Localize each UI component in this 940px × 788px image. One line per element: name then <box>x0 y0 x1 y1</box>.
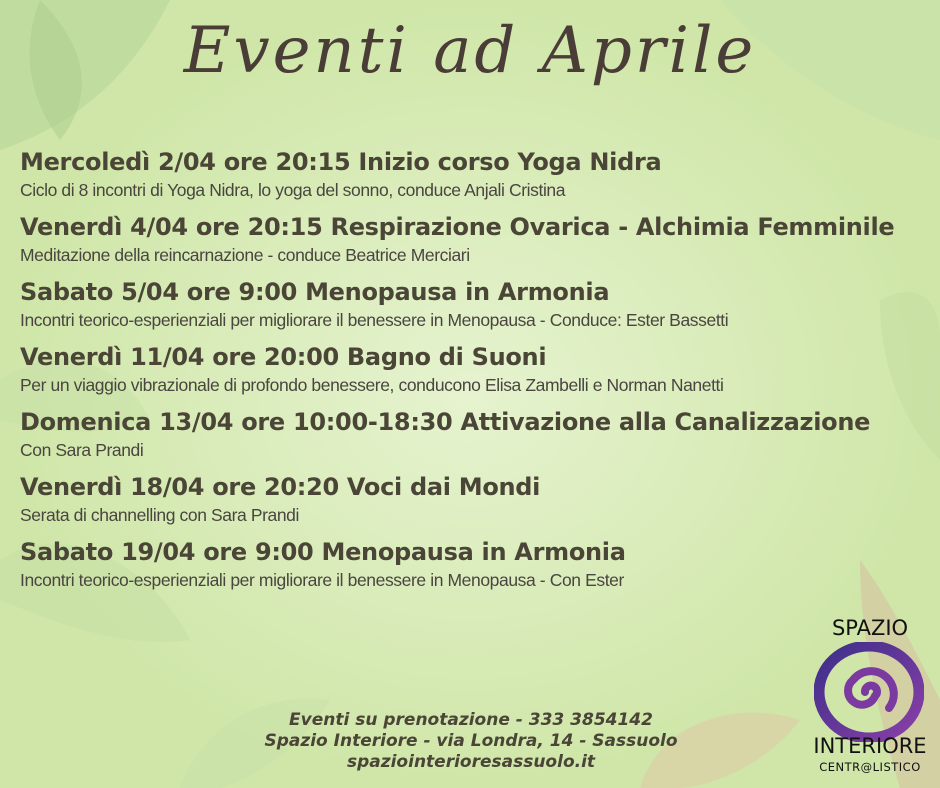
event-item <box>20 536 935 592</box>
event-item <box>20 406 935 462</box>
page-title: Eventi ad Aprile <box>183 14 757 88</box>
logo-text-middle: INTERIORE <box>813 734 927 758</box>
booking-phone: Eventi su prenotazione - 333 3854142 <box>289 710 653 730</box>
event-item <box>20 211 935 267</box>
event-item <box>20 341 935 397</box>
logo-text-bottom: CENTR@LISTICO <box>819 760 921 774</box>
event-title: Venerdì 18/04 ore 20:20 Voci dai Mondi <box>20 473 541 501</box>
event-description: Incontri teorico-esperienziali per migliorare il benessere in Menopausa - Conduce: Ester Bassetti <box>20 310 729 330</box>
event-title: Domenica 13/04 ore 10:00-18:30 Attivazione alla Canalizzazione <box>20 408 871 436</box>
event-item <box>20 146 935 202</box>
contact-info <box>232 710 710 773</box>
address: Spazio Interiore - via Londra, 14 - Sassuolo <box>264 731 678 751</box>
event-title: Venerdì 4/04 ore 20:15 Respirazione Ovarica - Alchimia Femminile <box>20 213 895 241</box>
event-item <box>20 471 935 527</box>
logo <box>800 612 940 782</box>
events-list <box>20 146 935 601</box>
event-description: Con Sara Prandi <box>20 440 144 460</box>
spiral-icon <box>814 642 924 742</box>
event-title: Sabato 19/04 ore 9:00 Menopausa in Armonia <box>20 538 626 566</box>
event-title: Mercoledì 2/04 ore 20:15 Inizio corso Yoga Nidra <box>20 148 662 176</box>
logo-text-top: SPAZIO <box>831 616 909 640</box>
website-link[interactable]: spaziointerioresassuolo.it <box>346 752 596 772</box>
event-title: Venerdì 11/04 ore 20:00 Bagno di Suoni <box>20 343 547 371</box>
event-item <box>20 276 935 332</box>
event-description: Incontri teorico-esperienziali per migliorare il benessere in Menopausa - Con Ester <box>20 570 624 590</box>
event-description: Serata di channelling con Sara Prandi <box>20 505 300 525</box>
event-description: Meditazione della reincarnazione - conduce Beatrice Merciari <box>20 245 470 265</box>
event-title: Sabato 5/04 ore 9:00 Menopausa in Armonia <box>20 278 610 306</box>
event-description: Per un viaggio vibrazionale di profondo benessere, conducono Elisa Zambelli e Norman Nanetti <box>20 375 724 395</box>
event-description: Ciclo di 8 incontri di Yoga Nidra, lo yoga del sonno, conduce Anjali Cristina <box>20 180 566 200</box>
